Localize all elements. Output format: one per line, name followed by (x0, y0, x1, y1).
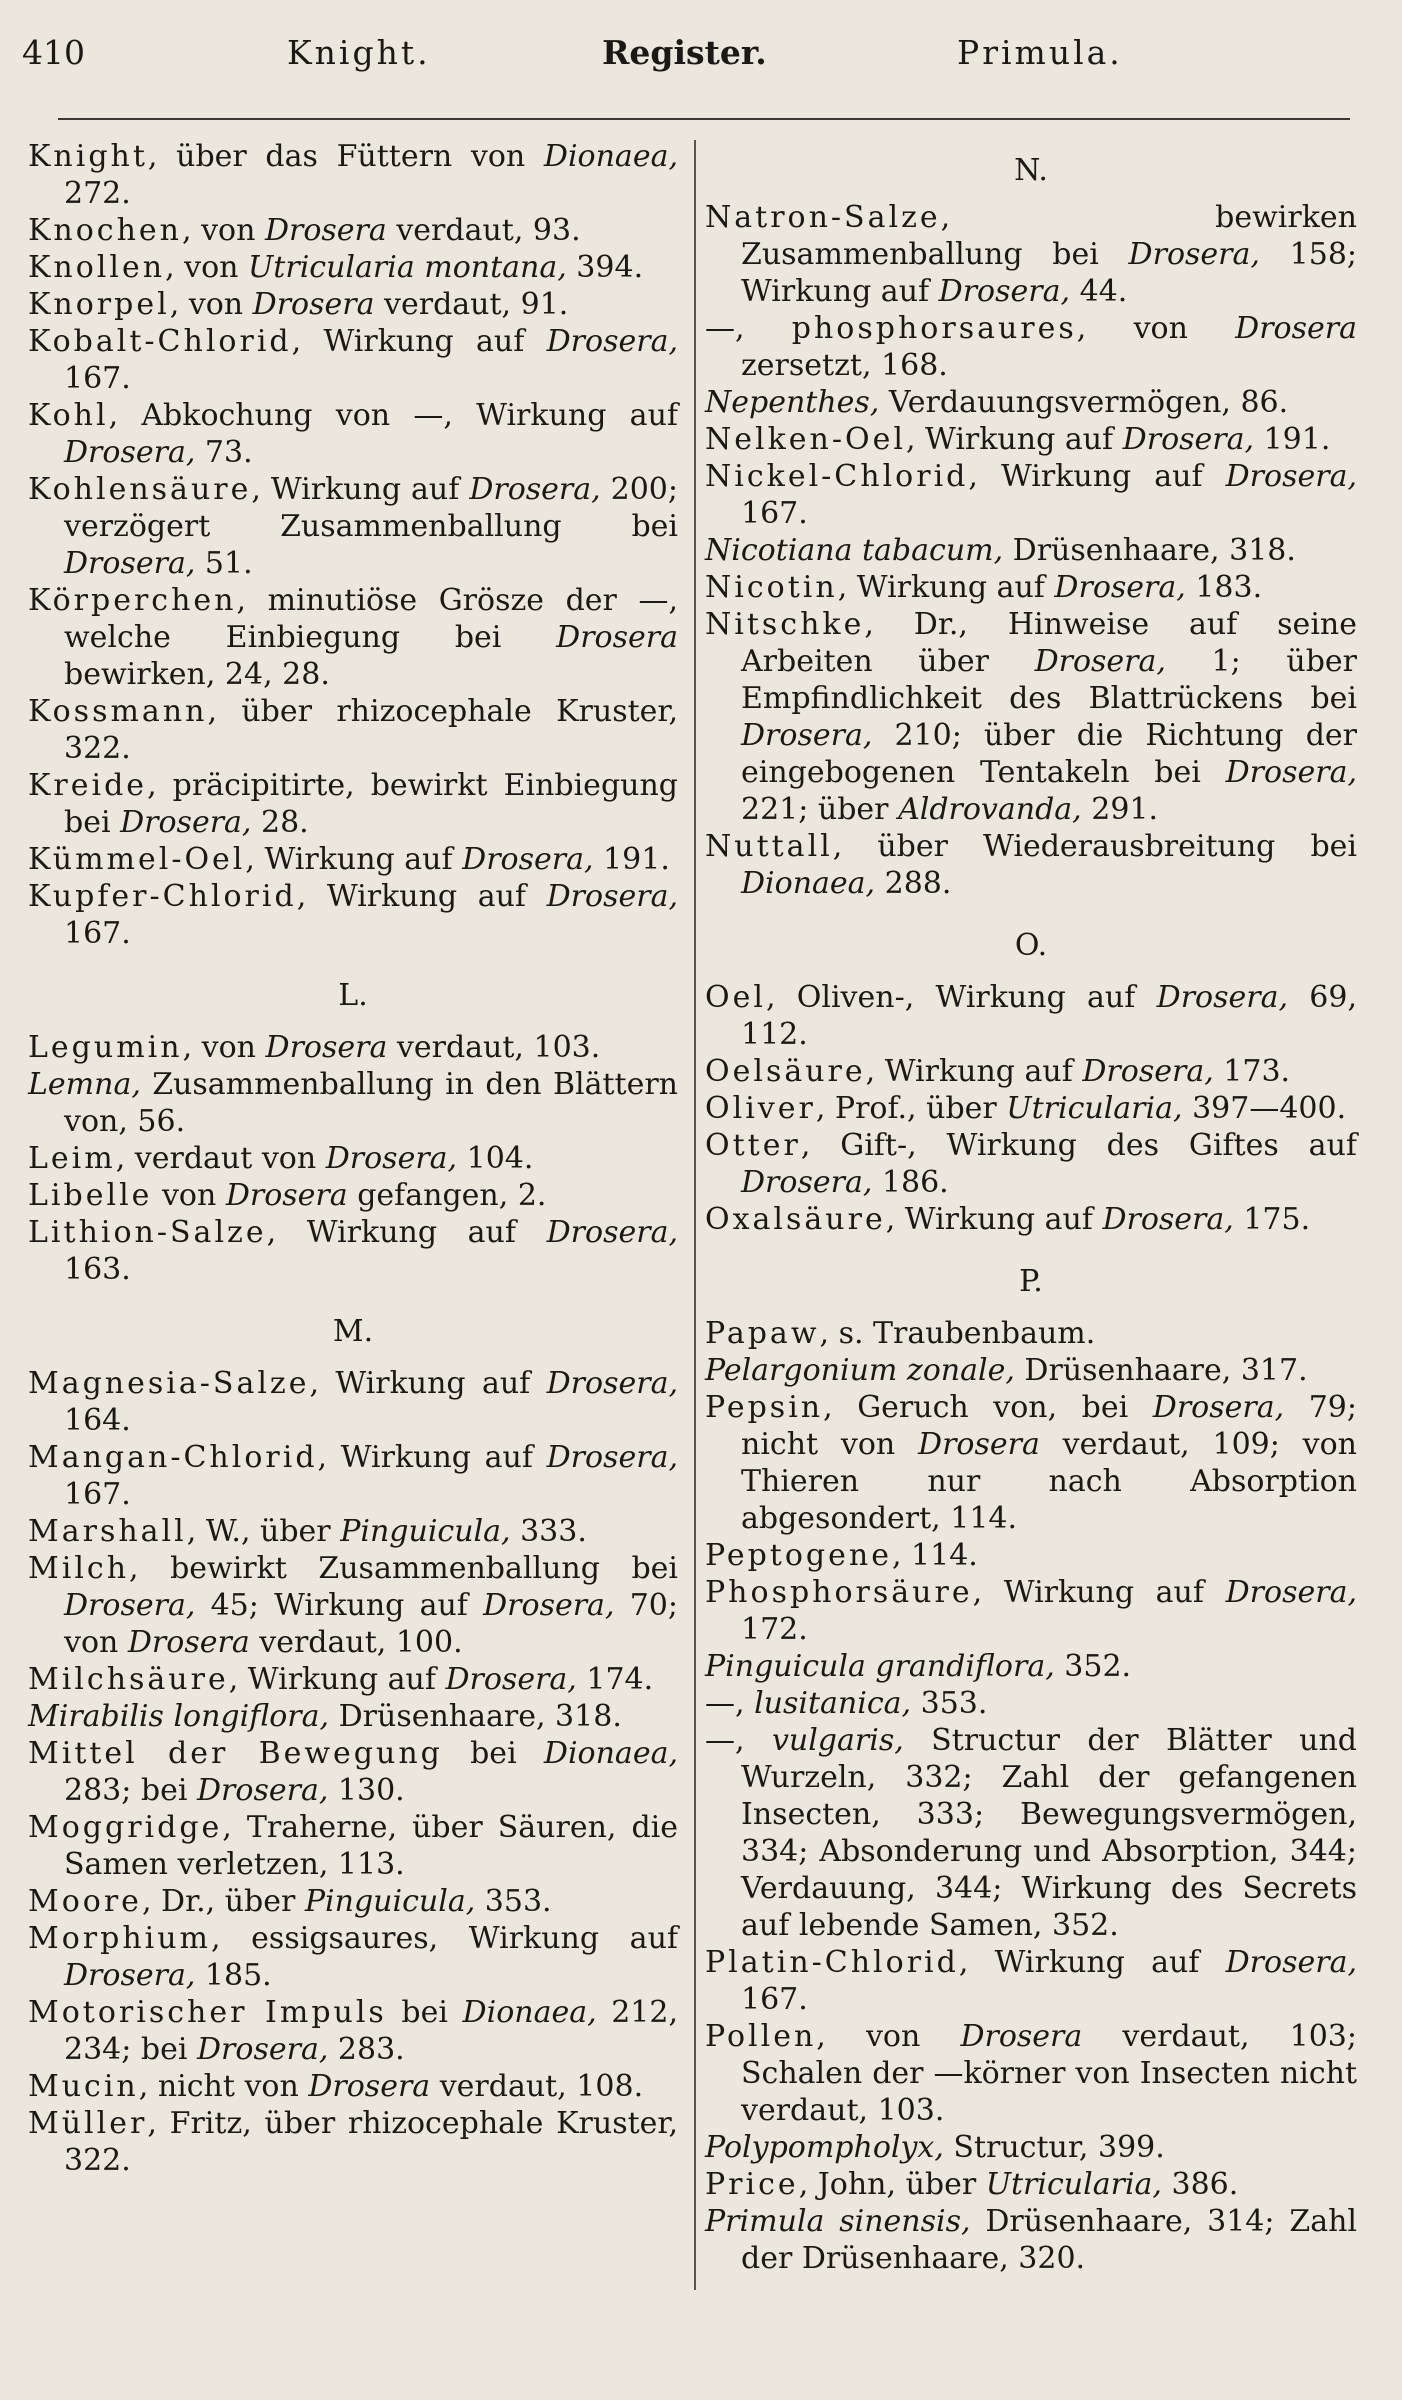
entry-text: , Wirkung auf (905, 422, 1123, 457)
entry-text: 175. (1233, 1202, 1311, 1237)
entry-heading: Mangan-Chlorid (28, 1440, 318, 1475)
entry-italic-text: Drosera, (1082, 1054, 1214, 1089)
entry-italic-text: Drosera, (1152, 1390, 1285, 1425)
running-header (22, 18, 1352, 88)
entry-italic-text: Drosera, (1156, 980, 1289, 1015)
index-entry (28, 1029, 678, 1066)
entry-italic-text: Pinguicula, (340, 1514, 511, 1549)
entry-text: , Wirkung auf (291, 324, 547, 359)
entry-heading: Kossmann (28, 694, 208, 729)
entry-text: 167. (64, 1477, 131, 1512)
entry-italic-text: Drosera (918, 1427, 1040, 1462)
entry-italic-text: vulgaris, (771, 1723, 904, 1758)
entry-heading: Kreide (28, 768, 148, 803)
entry-italic-text: Utricularia montana, (248, 250, 567, 285)
entry-heading: Peptogene (705, 1538, 892, 1573)
entry-text: 130. (328, 1773, 405, 1808)
entry-text: verdaut, 93. (386, 213, 581, 248)
index-entry (705, 1352, 1357, 1389)
entry-heading: Milch (28, 1551, 130, 1586)
entry-text: , über Wiederausbreitung bei (832, 829, 1357, 864)
entry-text: , Wirkung auf (865, 1054, 1083, 1089)
section-letter: P. (1019, 1264, 1043, 1299)
index-entry (28, 323, 678, 397)
entry-text: 397—400. (1182, 1091, 1347, 1126)
entry-heading: Oelsäure (705, 1054, 866, 1089)
entry-italic-text: Lemna, (28, 1067, 141, 1102)
entry-italic-text: Drosera, (741, 1165, 873, 1200)
entry-italic-text: Drosera, (1054, 570, 1186, 605)
entry-heading: Natron-Salze (705, 200, 941, 235)
entry-text: 212, 234; bei (64, 1995, 679, 2067)
entry-text: , über das Füttern von (147, 139, 544, 174)
entry-italic-text: Drosera, (938, 274, 1071, 309)
entry-italic-text: Drosera, (546, 324, 678, 359)
entry-heading: Pepsin (705, 1390, 824, 1425)
entry-text: , 114. (891, 1538, 978, 1573)
entry-text: 104. (457, 1141, 534, 1176)
right-column (705, 138, 1357, 2277)
entry-text: Structur, 399. (943, 2130, 1165, 2165)
entry-heading: Moore (28, 1884, 142, 1919)
entry-heading: Oel (705, 980, 766, 1015)
entry-text: , Gift-, Wirkung des Giftes auf (800, 1128, 1357, 1163)
entry-text: 45; Wirkung auf (195, 1588, 484, 1623)
entry-text: , Wirkung auf (228, 1662, 446, 1697)
entry-italic-text: Drosera, (64, 1958, 196, 1993)
entry-text: verdaut, 108. (430, 2069, 644, 2104)
entry-text: , von (169, 287, 253, 322)
entry-text: 1; über Empfindlichkeit des Blattrückens bei (741, 644, 1357, 716)
entry-heading: Nickel-Chlorid (705, 459, 969, 494)
entry-heading: Lithion-Salze (28, 1215, 267, 1250)
entry-text: zersetzt, 168. (741, 348, 948, 383)
index-entry (705, 979, 1357, 1053)
index-entry (705, 384, 1357, 421)
entry-text: 69, 112. (741, 980, 1357, 1052)
page-number: 410 (22, 33, 85, 72)
entry-text: , Wirkung auf (885, 1202, 1103, 1237)
entry-text: bewirken, 24, 28. (64, 657, 330, 692)
index-entry (705, 1722, 1357, 1944)
entry-text: gefangen, 2. (347, 1178, 547, 1213)
entry-italic-text: Drosera (960, 2019, 1083, 2054)
entry-italic-text: Drosera (308, 2069, 431, 2104)
entry-text: , von (1076, 311, 1236, 346)
entry-italic-text: Drosera, (546, 1366, 678, 1401)
index-entry (705, 1127, 1357, 1201)
entry-italic-text: Drosera, (120, 805, 252, 840)
entry-heading: Magnesia-Salze (28, 1366, 310, 1401)
entry-text: 272. (64, 176, 131, 211)
entry-heading: Motorischer Impuls (28, 1995, 387, 2030)
entry-italic-text: Drosera (265, 1030, 388, 1065)
index-entry (705, 1944, 1357, 2018)
index-entry (28, 767, 678, 841)
entry-italic-text: Drosera (127, 1625, 250, 1660)
entry-text: 394. (566, 250, 644, 285)
entry-italic-text: Polypompholyx, (705, 2130, 944, 2165)
entry-italic-text: Drosera, (469, 472, 601, 507)
entry-text: , Geruch von, bei (823, 1390, 1153, 1425)
entry-italic-text: Pelargonium zonale, (705, 1353, 1015, 1388)
entry-heading: Nuttall (705, 829, 833, 864)
index-entry (28, 212, 678, 249)
index-entry (28, 471, 678, 582)
entry-text: 183. (1185, 570, 1263, 605)
index-entry (28, 286, 678, 323)
entry-text: 174. (576, 1662, 654, 1697)
entry-text: , Wirkung auf (317, 1440, 547, 1475)
entry-italic-text: Drosera, (462, 842, 594, 877)
entry-text: Drüsenhaare, 318. (329, 1699, 622, 1734)
entry-italic-text: Drosera, (546, 1440, 678, 1475)
entry-heading: Knochen (28, 213, 182, 248)
index-entry (705, 1537, 1357, 1574)
entry-text: , Wirkung auf (837, 570, 1055, 605)
entry-text: , von (182, 1030, 266, 1065)
entry-text: 167. (64, 361, 131, 396)
entry-text: 283. (328, 2032, 405, 2067)
entry-text: , von (165, 250, 249, 285)
entry-italic-text: Drosera, (64, 546, 196, 581)
entry-text: , über rhizocephale Kruster, 322. (64, 694, 678, 766)
entry-italic-text: Utricularia, (985, 2167, 1162, 2202)
entry-text: 158; Wirkung auf (741, 237, 1358, 309)
entry-text: , Dr., Hinweise auf seine Arbeiten über (741, 607, 1357, 679)
entry-text: , von (816, 2019, 961, 2054)
entry-text: 28. (251, 805, 309, 840)
entry-text: 288. (875, 866, 952, 901)
entry-text: bei (386, 1995, 463, 2030)
entry-text: —, (705, 311, 792, 346)
entry-heading: Morphium (28, 1921, 212, 1956)
entry-heading: Leim (28, 1141, 116, 1176)
entry-text: verdaut, 103. (387, 1030, 601, 1065)
header-rule (58, 118, 1350, 120)
index-entry (28, 249, 678, 286)
entry-heading: Papaw (705, 1316, 820, 1351)
entry-text: , Fritz, über rhizocephale Kruster, 322. (64, 2106, 678, 2178)
header-title: Register. (602, 33, 767, 72)
index-entry (28, 582, 678, 693)
entry-text: , Dr., über (141, 1884, 305, 1919)
entry-text: , John, über (798, 2167, 986, 2202)
index-entry (28, 1920, 678, 1994)
entry-text: 353. (911, 1686, 988, 1721)
index-entry (28, 1550, 678, 1661)
entry-text: , essigsaures, Wirkung auf (211, 1921, 678, 1956)
entry-text: 167. (741, 496, 808, 531)
entry-italic-text: Nicotiana tabacum, (705, 533, 1004, 568)
index-entry (28, 1177, 678, 1214)
entry-text: 163. (64, 1252, 131, 1287)
entry-heading: Legumin (28, 1030, 183, 1065)
entry-heading: Libelle (28, 1178, 153, 1213)
index-entry (705, 2018, 1357, 2129)
entry-italic-text: Drosera, (197, 2032, 329, 2067)
index-entry (705, 421, 1357, 458)
entry-italic-text: Drosera, (1225, 1575, 1357, 1610)
entry-italic-text: Drosera (1235, 311, 1357, 346)
entry-heading: Kupfer-Chlorid (28, 879, 297, 914)
index-entry (28, 1809, 678, 1883)
entry-text: , präcipitirte, bewirkt Einbiegung bei (64, 768, 678, 840)
section-letter: N. (1014, 153, 1048, 188)
entry-italic-text: Nepenthes, (705, 385, 880, 420)
entry-text: , minutiöse Grösze der —, welche Einbiegung bei (64, 583, 678, 655)
entry-text: 164. (64, 1403, 131, 1438)
index-entry (28, 2105, 678, 2179)
entry-text: , Wirkung auf (309, 1366, 547, 1401)
header-first-entry: Knight. (287, 33, 431, 72)
index-entry (705, 532, 1357, 569)
entry-text: 70; von (64, 1588, 678, 1660)
entry-text: 172. (741, 1612, 808, 1647)
index-entry (28, 397, 678, 471)
entry-heading: Moggridge (28, 1810, 223, 1845)
entry-heading: Müller (28, 2106, 148, 2141)
index-entry (28, 1439, 678, 1513)
entry-heading: Pollen (705, 2019, 817, 2054)
entry-text: bei (442, 1736, 544, 1771)
index-entry (705, 828, 1357, 902)
column-divider (694, 140, 696, 2290)
entry-italic-text: Drosera, (64, 1588, 196, 1623)
index-entry (705, 2203, 1357, 2277)
entry-italic-text: Drosera (556, 620, 678, 655)
index-entry (28, 1140, 678, 1177)
entry-text: , Wirkung auf (968, 459, 1226, 494)
entry-italic-text: Utricularia, (1006, 1091, 1183, 1126)
entry-italic-text: Dionaea, (741, 866, 876, 901)
index-entry (705, 2166, 1357, 2203)
left-column (28, 138, 678, 2179)
entry-text: Structur der Blätter und Wurzeln, 332; Zahl der gefangenen Insecten, 333; Bewegungsvermögen, 334; Absonderung und Absorption, 344; Verdauung, 344; Wirkung des Secrets auf lebende Samen, 352. (741, 1723, 1358, 1943)
entry-text: , nicht von (138, 2069, 309, 2104)
section-letter: M. (332, 1314, 374, 1349)
index-entry (705, 1090, 1357, 1127)
index-entry (705, 1201, 1357, 1238)
entry-heading: Mittel der Bewegung (28, 1736, 443, 1771)
entry-text: Zusammenballung in den Blättern von, 56. (64, 1067, 678, 1139)
entry-text: , Wirkung auf (245, 842, 463, 877)
entry-heading: Mucin (28, 2069, 139, 2104)
index-entry (28, 1365, 678, 1439)
entry-italic-text: Primula sinensis, (705, 2204, 971, 2239)
entry-heading: Kohl (28, 398, 109, 433)
index-entry (28, 2068, 678, 2105)
index-entry (705, 1315, 1357, 1352)
entry-text: Drüsenhaare, 317. (1014, 1353, 1308, 1388)
index-entry (28, 878, 678, 952)
index-entry (705, 1053, 1357, 1090)
entry-heading: Nitschke (705, 607, 865, 642)
entry-text: 185. (195, 1958, 272, 1993)
entry-text: , bewirkt Zusammenballung bei (129, 1551, 678, 1586)
index-entry (28, 138, 678, 212)
entry-text: verdaut, 109; von Thieren nur nach Absorption abgesondert, 114. (741, 1427, 1358, 1536)
entry-heading: Otter (705, 1128, 801, 1163)
entry-italic-text: Drosera (225, 1178, 348, 1213)
entry-text: 51. (195, 546, 253, 581)
entry-heading: Knollen (28, 250, 166, 285)
entry-text: 221; über (741, 792, 899, 827)
index-entry (705, 1389, 1357, 1537)
entry-italic-text: Dionaea, (543, 139, 678, 174)
index-entry (28, 1214, 678, 1288)
entry-heading: Nelken-Oel (705, 422, 906, 457)
entry-heading: Oxalsäure (705, 1202, 886, 1237)
entry-text: , Prof., über (815, 1091, 1007, 1126)
entry-heading: Kobalt-Chlorid (28, 324, 292, 359)
entry-text: Drüsenhaare, 314; Zahl der Drüsenhaare, 320. (741, 2204, 1357, 2276)
entry-text: 173. (1213, 1054, 1291, 1089)
entry-text: , Wirkung auf (958, 1945, 1226, 1980)
section-letter: L. (338, 978, 368, 1013)
entry-italic-text: Drosera, (445, 1662, 577, 1697)
entry-heading: Nicotin (705, 570, 838, 605)
entry-text: , Traherne, über Säuren, die Samen verletzen, 113. (64, 1810, 678, 1882)
entry-text: verdaut, 91. (374, 287, 569, 322)
entry-text: 167. (64, 916, 131, 951)
index-entry (28, 1513, 678, 1550)
entry-italic-text: Drosera (252, 287, 375, 322)
entry-text: 333. (510, 1514, 587, 1549)
entry-text: 191. (593, 842, 670, 877)
entry-heading: Körperchen (28, 583, 237, 618)
entry-italic-text: Drosera, (1225, 755, 1357, 790)
entry-heading: Marshall (28, 1514, 187, 1549)
entry-heading: Knorpel (28, 287, 170, 322)
entry-italic-text: Mirabilis longiflora, (28, 1699, 330, 1734)
entry-text: 191. (1254, 422, 1331, 457)
entry-italic-text: Drosera, (1122, 422, 1255, 457)
entry-text: 210; über die Richtung der eingebogenen Tentakeln bei (741, 718, 1357, 790)
header-last-entry: Primula. (957, 33, 1123, 72)
entry-text: von (152, 1178, 226, 1213)
entry-text: 352. (1054, 1649, 1132, 1684)
entry-heading: Price (705, 2167, 799, 2202)
entry-italic-text: Aldrovanda, (898, 792, 1082, 827)
entry-text: 167. (741, 1982, 808, 2017)
entry-italic-text: Drosera, (197, 1773, 329, 1808)
entry-italic-text: Drosera, (1225, 1945, 1357, 1980)
entry-italic-text: Drosera (264, 213, 387, 248)
index-entry (705, 2129, 1357, 2166)
entry-text: verdaut, 100. (249, 1625, 463, 1660)
entry-italic-text: Drosera, (546, 879, 678, 914)
entry-italic-text: Drosera, (325, 1141, 458, 1176)
entry-text: 200; verzögert Zusammenballung bei (64, 472, 678, 544)
entry-text: , Wirkung auf (972, 1575, 1226, 1610)
entry-heading: Oliver (705, 1091, 816, 1126)
entry-text: , s. Traubenbaum. (819, 1316, 1096, 1351)
entry-text: , Abkochung von —, Wirkung auf (108, 398, 678, 433)
index-entry (28, 841, 678, 878)
index-entry (705, 606, 1357, 828)
index-entry (705, 1574, 1357, 1648)
entry-text: verdaut, 103; Schalen der —körner von Insecten nicht verdaut, 103. (741, 2019, 1357, 2128)
entry-italic-text: Drosera, (64, 435, 196, 470)
index-entry (705, 569, 1357, 606)
entry-text: Drüsenhaare, 318. (1003, 533, 1296, 568)
entry-heading: Kohlensäure (28, 472, 252, 507)
entry-italic-text: Drosera, (1128, 237, 1260, 272)
entry-heading: Knight (28, 139, 148, 174)
entry-text: 44. (1070, 274, 1128, 309)
entry-text: , Wirkung auf (296, 879, 547, 914)
entry-text: Verdauungsvermögen, 86. (879, 385, 1289, 420)
entry-text: 291. (1081, 792, 1159, 827)
index-entry (705, 199, 1357, 310)
entry-italic-text: Drosera, (483, 1588, 615, 1623)
section-letter: O. (1014, 928, 1048, 963)
entry-text: 73. (195, 435, 253, 470)
entry-italic-text: Drosera, (546, 1215, 678, 1250)
entry-text: 386. (1161, 2167, 1239, 2202)
index-entry (28, 1735, 678, 1809)
index-entry (28, 693, 678, 767)
index-entry (28, 1066, 678, 1140)
entry-text: , Wirkung auf (266, 1215, 547, 1250)
entry-italic-text: Drosera, (1034, 644, 1166, 679)
entry-italic-text: Pinguicula, (304, 1884, 476, 1919)
entry-heading: Milchsäure (28, 1662, 229, 1697)
entry-text: , Oliven-, Wirkung auf (765, 980, 1157, 1015)
entry-text: , Wirkung auf (251, 472, 470, 507)
entry-italic-text: Drosera, (1225, 459, 1357, 494)
index-entry (28, 1698, 678, 1735)
entry-heading: Kümmel-Oel (28, 842, 246, 877)
index-entry (28, 1661, 678, 1698)
entry-text: , W., über (186, 1514, 341, 1549)
entry-italic-text: lusitanica, (754, 1686, 912, 1721)
entry-text: , bewirken Zusammenballung bei (741, 200, 1357, 272)
entry-text: 79; nicht von (741, 1390, 1357, 1462)
entry-text: —, (705, 1723, 772, 1758)
index-entry (28, 1994, 678, 2068)
entry-italic-text: Dionaea, (462, 1995, 597, 2030)
entry-heading: Platin-Chlorid (705, 1945, 959, 1980)
index-entry (705, 310, 1357, 384)
entry-text: 353. (475, 1884, 552, 1919)
entry-text: 186. (872, 1165, 949, 1200)
index-entry (705, 1685, 1357, 1722)
entry-text: , verdaut von (115, 1141, 326, 1176)
entry-italic-text: Drosera, (1102, 1202, 1234, 1237)
index-entry (28, 1883, 678, 1920)
entry-italic-text: Dionaea, (543, 1736, 678, 1771)
entry-italic-text: Drosera, (741, 718, 873, 753)
entry-text: , von (182, 213, 265, 248)
entry-italic-text: Pinguicula grandiflora, (705, 1649, 1055, 1684)
entry-text: 283; bei (64, 1773, 197, 1808)
index-entry (705, 1648, 1357, 1685)
entry-heading: Phosphorsäure (705, 1575, 973, 1610)
entry-heading: phosphorsaures (791, 311, 1077, 346)
entry-text: —, (705, 1686, 755, 1721)
index-entry (705, 458, 1357, 532)
